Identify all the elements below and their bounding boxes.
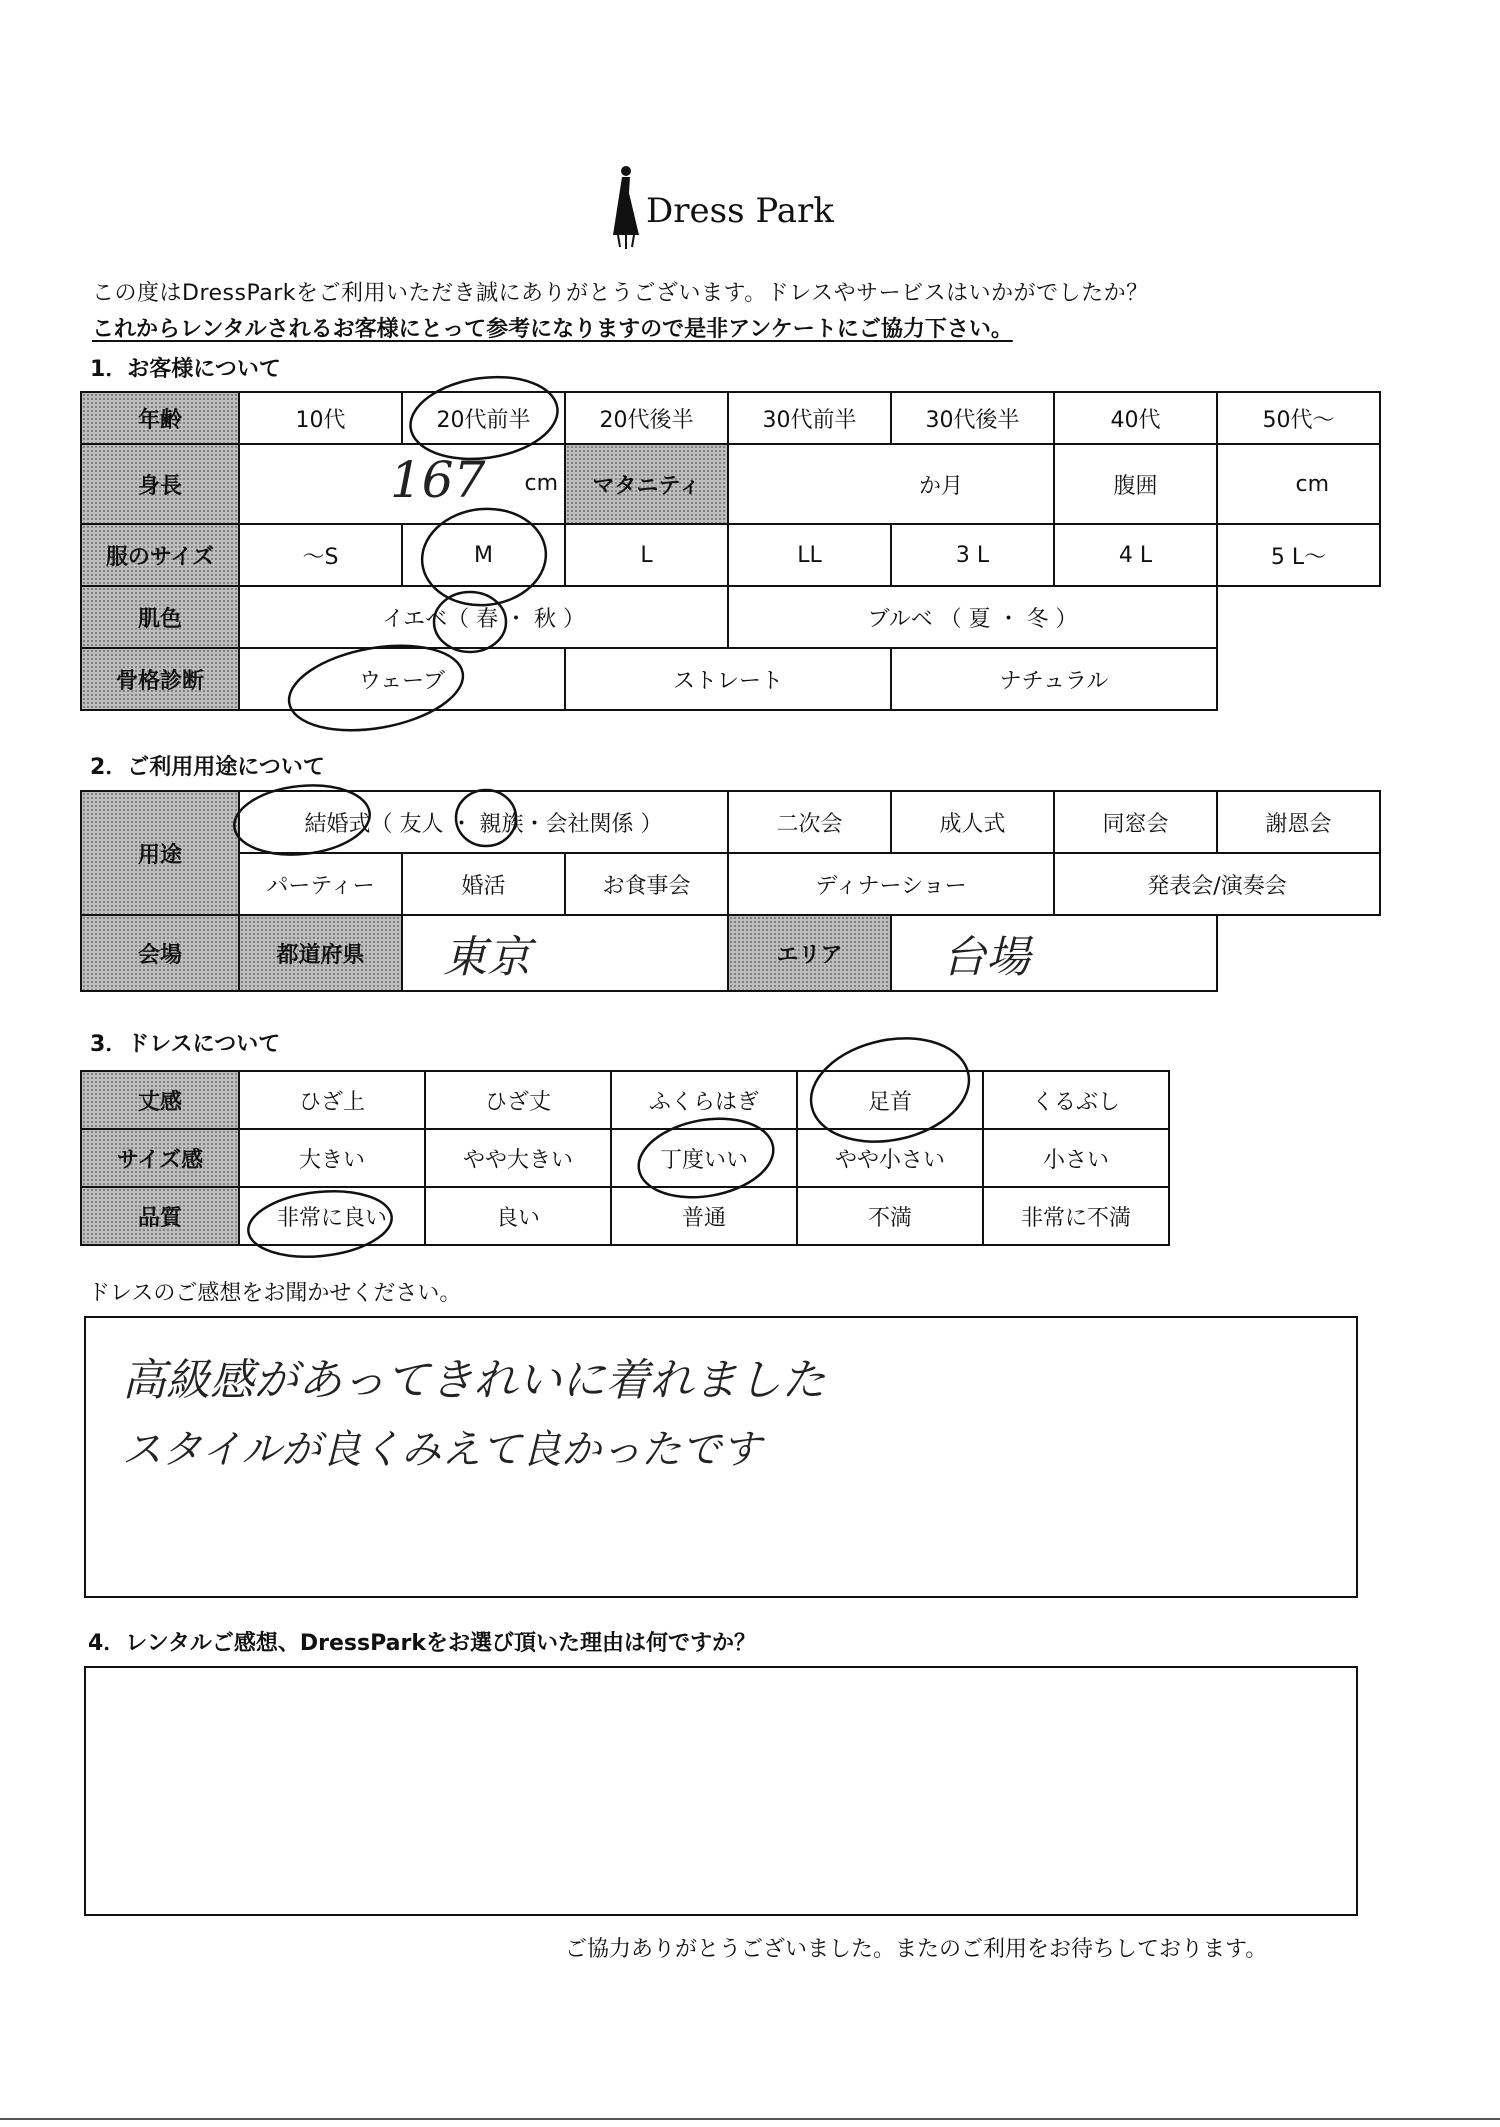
belly-label: 腹囲 (1054, 444, 1217, 524)
body-type-option[interactable]: ストレート (565, 648, 891, 710)
skin-yellow-option[interactable]: イエベ（ 春 ・ 秋 ） (239, 586, 728, 648)
height-label: 身長 (81, 444, 239, 524)
fit-option[interactable]: 大きい (239, 1129, 425, 1187)
length-option[interactable]: ひざ丈 (425, 1071, 611, 1129)
size-option-selected[interactable]: M (402, 524, 565, 586)
quality-option[interactable]: 普通 (611, 1187, 797, 1245)
quality-option[interactable]: 非常に不満 (983, 1187, 1169, 1245)
height-value: 167 (390, 451, 486, 509)
scan-edge-line (0, 2118, 1500, 2120)
area-label: エリア (728, 915, 891, 991)
section-4-title: 4．レンタルご感想、DressParkをお選び頂いた理由は何ですか？ (88, 1631, 756, 1656)
size-option[interactable]: ～S (239, 524, 402, 586)
size-option[interactable]: 3 L (891, 524, 1054, 586)
skin-blue-option[interactable]: ブルベ （ 夏 ・ 冬 ） (728, 586, 1217, 648)
age-option[interactable]: 30代前半 (728, 392, 891, 444)
rental-reason-box[interactable] (84, 1666, 1358, 1916)
comment-prompt: ドレスのご感想をお聞かせください。 (88, 1281, 462, 1306)
purpose-option[interactable]: お食事会 (565, 853, 728, 915)
purpose-option[interactable]: パーティー (239, 853, 402, 915)
section-1-title: 1．お客様について (90, 357, 281, 382)
dress-comment-box[interactable] (84, 1316, 1358, 1598)
purpose-option[interactable]: 婚活 (402, 853, 565, 915)
purpose-option[interactable]: 二次会 (728, 791, 891, 853)
dresspark-logo (606, 163, 846, 253)
customer-table (80, 391, 1381, 711)
fit-option[interactable]: やや大きい (425, 1129, 611, 1187)
purpose-option[interactable]: 同窓会 (1054, 791, 1217, 853)
maternity-months-field[interactable] (728, 444, 1054, 524)
length-option-selected[interactable]: 足首 (797, 1071, 983, 1129)
fit-option[interactable]: 小さい (983, 1129, 1169, 1187)
fit-option[interactable]: やや小さい (797, 1129, 983, 1187)
months-unit: か月 (918, 473, 963, 499)
length-option[interactable]: くるぶし (983, 1071, 1169, 1129)
footer-thanks: ご協力ありがとうございました。またのご利用をお待ちしております。 (565, 1937, 1268, 1962)
belly-unit: cm (1295, 471, 1329, 497)
quality-label: 品質 (81, 1187, 239, 1245)
length-option[interactable]: ひざ上 (239, 1071, 425, 1129)
size-option[interactable]: 5 L～ (1217, 524, 1380, 586)
quality-option-selected[interactable]: 非常に良い (239, 1187, 425, 1245)
maternity-label: マタニティ (565, 444, 728, 524)
size-option[interactable]: L (565, 524, 728, 586)
area-value[interactable]: 台場 (891, 915, 1217, 991)
size-option[interactable]: LL (728, 524, 891, 586)
age-option[interactable]: 40代 (1054, 392, 1217, 444)
prefecture-value[interactable]: 東京 (402, 915, 728, 991)
purpose-label: 用途 (81, 791, 239, 915)
age-option[interactable]: 30代後半 (891, 392, 1054, 444)
intro-line-1: この度はDressParkをご利用いただき誠にありがとうございます。ドレスやサービスはいかがでしたか？ (92, 281, 1149, 306)
purpose-option[interactable]: 発表会/演奏会 (1054, 853, 1380, 915)
fit-label: サイズ感 (81, 1129, 239, 1187)
purpose-option[interactable]: 謝恩会 (1217, 791, 1380, 853)
length-label: 丈感 (81, 1071, 239, 1129)
comment-line-2: スタイルが良くみえて良かったです (122, 1427, 762, 1473)
purpose-option[interactable]: ディナーショー (728, 853, 1054, 915)
section-2-title: 2．ご利用用途について (90, 755, 325, 780)
quality-option[interactable]: 良い (425, 1187, 611, 1245)
purpose-table (80, 790, 1381, 992)
body-type-option[interactable]: ナチュラル (891, 648, 1217, 710)
height-field[interactable] (239, 444, 565, 524)
fit-option-selected[interactable]: 丁度いい (611, 1129, 797, 1187)
body-type-option-selected[interactable]: ウェーブ (239, 648, 565, 710)
intro-line-2: これからレンタルされるお客様にとって参考になりますので是非アンケートにご協力下さい。 (92, 317, 1013, 342)
prefecture-label: 都道府県 (239, 915, 402, 991)
purpose-option[interactable]: 成人式 (891, 791, 1054, 853)
logo-wordmark: Dress Park (646, 191, 834, 231)
dress-silhouette-icon (606, 163, 646, 253)
age-option[interactable]: 10代 (239, 392, 402, 444)
quality-option[interactable]: 不満 (797, 1187, 983, 1245)
age-option-selected[interactable]: 20代前半 (402, 392, 565, 444)
dress-table (80, 1070, 1170, 1246)
length-option[interactable]: ふくらはぎ (611, 1071, 797, 1129)
body-type-label: 骨格診断 (81, 648, 239, 710)
section-3-title: 3．ドレスについて (90, 1032, 281, 1057)
skin-label: 肌色 (81, 586, 239, 648)
belly-field[interactable] (1217, 444, 1380, 524)
purpose-wedding-option[interactable]: 結婚式（ 友人 ・ 親族・会社関係 ） (239, 791, 728, 853)
age-label: 年齢 (81, 392, 239, 444)
comment-line-1: 高級感があってきれいに着れました (122, 1355, 826, 1406)
height-unit: cm (524, 471, 558, 496)
age-option[interactable]: 50代～ (1217, 392, 1380, 444)
size-option[interactable]: 4 L (1054, 524, 1217, 586)
age-option[interactable]: 20代後半 (565, 392, 728, 444)
size-label: 服のサイズ (81, 524, 239, 586)
venue-label: 会場 (81, 915, 239, 991)
